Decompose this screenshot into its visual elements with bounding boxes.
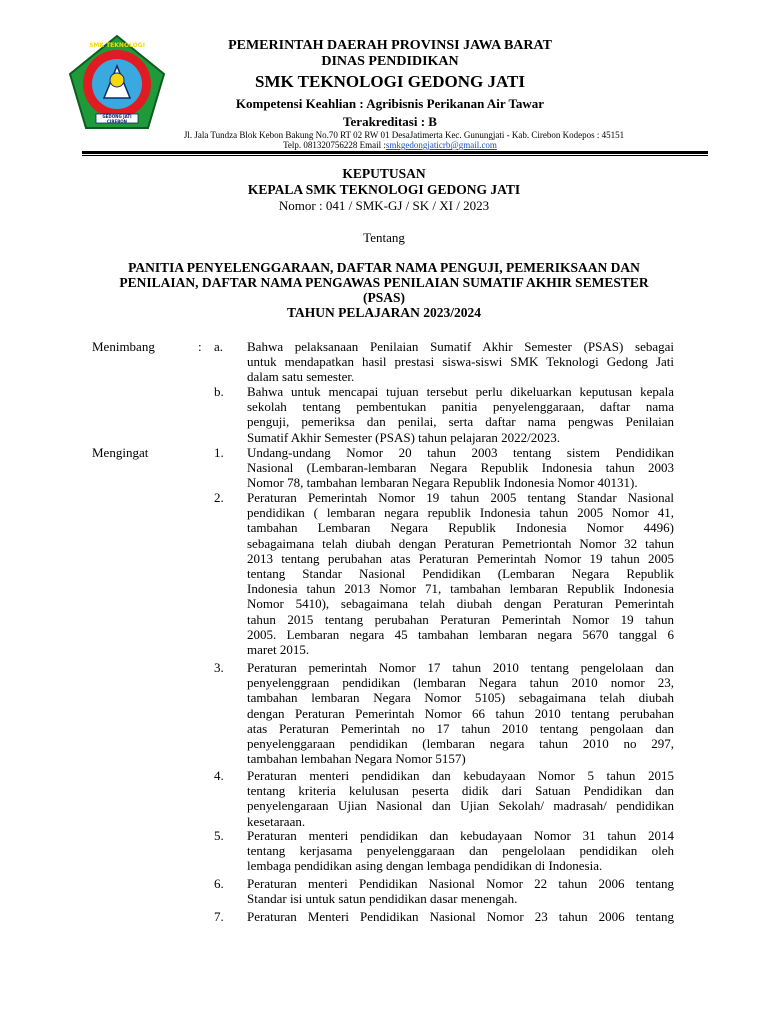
item-line: penguji, pemeriksa dan penilai, serta daftar nama pengwas Penilaian: [247, 414, 674, 430]
item-line: Nasional (Lembaran-lembaran Negara Republik Indonesia tahun 2003: [247, 460, 674, 476]
item-line: kesetaraan.: [247, 813, 306, 829]
item-line: tambahan Lembaran Negara Republik Indonesia Nomor 4496): [247, 520, 674, 536]
item-line: tambahan lembaran Negara Nomor 5105) sebagaimana telah diubah: [247, 690, 674, 706]
item-line: Sumatif Akhir Semester (PSAS) tahun pelajaran 2022/2023.: [247, 429, 561, 445]
item-line: dalam satu semester.: [247, 369, 355, 385]
item-line: tentang Standar Nasional Pendidikan (Lembaran Negara Republik: [247, 566, 674, 582]
logo-bottom-text: GEDONG JATI CIREBON: [102, 114, 132, 124]
list-marker: 5.: [214, 828, 224, 843]
decision-title: [0, 260, 768, 320]
mengingat-label: Mengingat: [92, 445, 149, 460]
about-label: Tentang: [363, 230, 405, 245]
list-item: [247, 768, 674, 829]
item-line: tahun 2015 tentang perubahan Peraturan Pemerintah Nomor 19 tahun: [247, 611, 674, 627]
list-item: [247, 384, 674, 445]
item-line: Nomor 5410), sebagaimana telah diubah dengan Peraturan Pemerintah: [247, 596, 674, 612]
item-line: Peraturan menteri pendidikan dan kebudayaan Nomor 31 tahun 2014: [247, 828, 674, 843]
gov-line: PEMERINTAH DAERAH PROVINSI JAWA BARAT: [228, 38, 552, 53]
agency-line: DINAS PENDIDIKAN: [321, 54, 459, 69]
accreditation-line: Terakreditasi : B: [343, 114, 437, 129]
menimbang-colon: :: [198, 339, 202, 354]
phone-text: Telp. 081320756228 Email :: [283, 140, 386, 150]
list-item: [247, 876, 674, 906]
decision-number: Nomor : 041 / SMK-GJ / SK / XI / 2023: [278, 198, 490, 213]
item-line: lembaga pendidikan asing dengan lembaga pendidikan di Indonesia.: [247, 858, 603, 874]
menimbang-label: Menimbang: [92, 339, 155, 354]
list-marker: 7.: [214, 909, 224, 924]
item-line: untuk mendapatkan hasil prestasi siswa-siswi SMK Teknologi Gedong Jati: [247, 354, 674, 370]
item-line: dengan Peraturan Pemerintah Nomor 66 tahun 2010 tentang perubahan: [247, 705, 674, 721]
item-line: Indonesia tahun 2013 Nomor 71, tambahan lembaran Republik Indonesia: [247, 581, 674, 597]
item-line: Bahwa pelaksanaan Penilaian Sumatif Akhir Semester (PSAS) sebagai: [247, 339, 674, 354]
email-link[interactable]: smkgedongjaticrb@gmail.com: [385, 140, 497, 150]
address-line: Jl. Jala Tundza Blok Kebon Bakung No.70 RT 02 RW 01 DesaJatimerta Kec. Gunungjati - Kab. Cirebon Kodepos : 45151: [183, 130, 625, 140]
item-line: maret 2015.: [247, 642, 310, 658]
list-item: [247, 660, 674, 766]
item-line: Undang-undang Nomor 20 tahun 2003 tentang sistem Pendidikan: [247, 445, 674, 460]
list-marker: 4.: [214, 768, 224, 783]
item-line: penyelenggraan pendidikan (lembaran Negara tahun 2010 nomor 23,: [247, 675, 674, 691]
decision-heading: KEPUTUSAN: [342, 166, 426, 181]
title-line: PANITIA PENYELENGGARAAN, DAFTAR NAMA PENGUJI, PEMERIKSAAN DAN: [128, 260, 640, 275]
item-line: Nomor 78, tambahan lembaran Negara Republik Indonesia Nomor 40131).: [247, 475, 638, 491]
item-line: Peraturan Menteri Pendidikan Nasional Nomor 23 tahun 2006 tentang: [247, 909, 674, 924]
logo-top-text: SMK TEKNOLOGI: [89, 42, 145, 49]
list-marker: 2.: [214, 490, 224, 505]
item-line: tentang kerjasama penyelenggaraan dan pengelolaan pendidikan oleh: [247, 843, 674, 859]
item-line: 2013 tentang perubahan atas Peraturan Pemerintah Nomor 19 tahun 2005: [247, 550, 674, 566]
decision-issuer: KEPALA SMK TEKNOLOGI GEDONG JATI: [247, 182, 521, 197]
header-rule-thick: [82, 151, 708, 154]
list-item: [247, 445, 674, 491]
title-line: PENILAIAN, DAFTAR NAMA PENGAWAS PENILAIAN SUMATIF AKHIR SEMESTER: [119, 275, 649, 290]
contact-line: [150, 140, 630, 150]
list-item: [247, 828, 674, 874]
item-line: Standar isi untuk satun pendidikan dasar menengah.: [247, 891, 518, 907]
list-item: [247, 490, 674, 657]
item-line: pendidikan ( lembaran negara republik Indonesia tahun 2005 Nomor 41,: [247, 505, 674, 521]
item-line: Peraturan menteri pendidikan dan kebudayaan Nomor 5 tahun 2015: [247, 768, 674, 783]
item-line: Peraturan Pemerintah Nomor 19 tahun 2005 tentang Standar Nasional: [247, 490, 674, 505]
list-marker: b.: [214, 384, 224, 399]
item-line: Bahwa untuk mencapai tujuan tersebut perlu dikeluarkan keputusan kepala: [247, 384, 674, 399]
school-name: SMK TEKNOLOGI GEDONG JATI: [255, 72, 525, 91]
list-item: [247, 909, 674, 924]
title-line: (PSAS): [362, 290, 405, 305]
competency-line: Kompetensi Keahlian : Agribisnis Perikanan Air Tawar: [235, 96, 545, 111]
item-line: tambahan lembahan Negara Nomor 5157): [247, 751, 466, 767]
list-marker: 3.: [214, 660, 224, 675]
item-line: sekolah tentang pembentukan panitia penyelenggaraan, daftar nama: [247, 399, 674, 415]
item-line: Peraturan menteri Pendidikan Nasional Nomor 22 tahun 2006 tentang: [247, 876, 674, 891]
item-line: tentang kriteria kelulusan peserta didik dari Satuan Pendidikan dan: [247, 783, 674, 799]
item-line: penyelenggaraan pendidikan (lembaran negara tahun 2010 no 297,: [247, 736, 674, 752]
title-line: TAHUN PELAJARAN 2023/2024: [286, 305, 481, 320]
item-line: 2005. Lembaran negara 45 tambahan lembaran negara 5670 tanggal 6: [247, 626, 674, 642]
header-rule-thin: [82, 155, 708, 156]
item-line: penyelengaraan Ujian Nasional dan Ujian Sekolah/ madrasah/ pendidikan: [247, 798, 674, 814]
item-line: atas Peraturan Pemerintah no 17 tahun 2010 tentang pengolaan dan: [247, 720, 674, 736]
list-marker: 1.: [214, 445, 224, 460]
item-line: sebagaimana telah diubah dengan Peraturan Pemetriontah Nomor 32 tahun: [247, 535, 674, 551]
item-line: Peraturan pemerintah Nomor 17 tahun 2010 tentang pengelolaan dan: [247, 660, 674, 675]
list-item: [247, 339, 674, 385]
list-marker: 6.: [214, 876, 224, 891]
list-marker: a.: [214, 339, 224, 354]
